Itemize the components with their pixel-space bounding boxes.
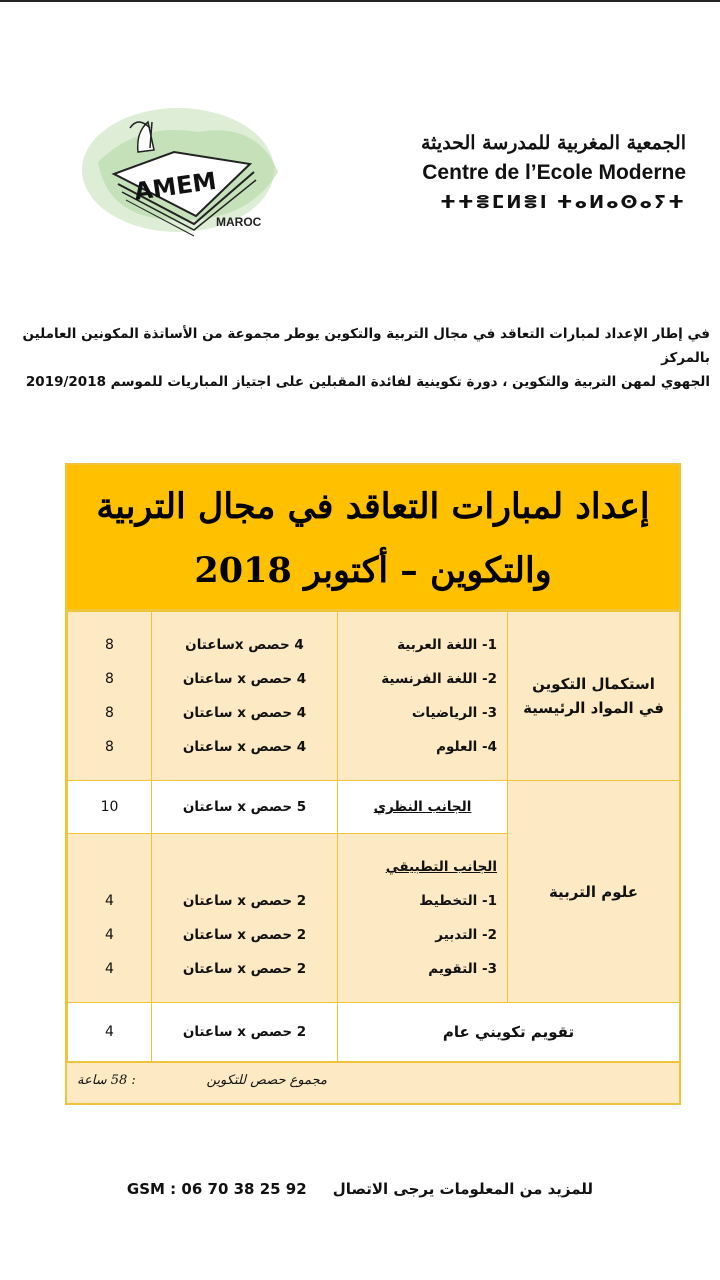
session-item: 2 حصص x ساعتان [182, 961, 307, 977]
practice-sessions-list [152, 834, 338, 1003]
subject-item: 2- اللغة الفرنسية [381, 671, 497, 687]
total-label: مجموع حصص للتكوين [206, 1073, 327, 1088]
practice-subjects-list [338, 834, 508, 1003]
organization-name [356, 128, 686, 218]
subject-item: 4- العلوم [436, 739, 497, 755]
section-education-theory [68, 781, 680, 834]
hours-item: 8 [105, 739, 114, 755]
theory-subject-cell [338, 781, 508, 834]
org-name-tifinagh: ⵜⵜⴻⵎⵍⴻⵏ ⵜⴰⵍⴰⵙⴰⵢⵜ [440, 192, 686, 213]
subject-item: 3- التقويم [428, 961, 497, 977]
program-table [65, 463, 681, 1105]
amem-logo [78, 92, 292, 238]
subject-item: 1- اللغة العربية [397, 637, 497, 653]
session-item: 2 حصص x ساعتان [182, 1024, 307, 1040]
logo-country-text: MAROC [216, 215, 262, 229]
program-title [67, 465, 679, 611]
category-general-assessment: تقويم تكويني عام [338, 1003, 680, 1062]
subject-item: 1- التخطيط [419, 893, 497, 909]
hours-item: 10 [100, 799, 119, 815]
session-item: 2 حصص x ساعتان [182, 927, 307, 943]
program-title-line-1: إعداد لمبارات التعاقد في مجال التربية [96, 486, 650, 527]
category-core-subjects: استكمال التكوين في المواد الرئيسية [508, 612, 680, 781]
section-core-subjects [68, 612, 680, 781]
hours-item: 8 [105, 637, 114, 653]
assessment-sessions-cell [152, 1003, 338, 1062]
practice-hours-list [68, 834, 152, 1003]
session-item: 4 حصص xساعتان [185, 637, 304, 653]
hours-item: 4 [105, 927, 114, 943]
top-border-line [0, 0, 720, 2]
hours-item: 8 [105, 705, 114, 721]
core-sessions-list [152, 612, 338, 781]
theory-label: الجانب النظري [373, 799, 472, 815]
session-item: 4 حصص x ساعتان [182, 705, 307, 721]
total-value: : 58 ساعة [77, 1073, 136, 1088]
category-education-sciences: علوم التربية [508, 781, 680, 1003]
core-hours-list [68, 612, 152, 781]
hours-item: 4 [105, 1024, 114, 1040]
session-item: 4 حصص x ساعتان [182, 671, 307, 687]
theory-sessions-cell [152, 781, 338, 834]
intro-paragraph [14, 322, 710, 394]
subject-item: 3- الرياضيات [411, 705, 497, 721]
session-item: 4 حصص x ساعتان [182, 739, 307, 755]
contact-phone: GSM : 06 70 38 25 92 [126, 1180, 307, 1198]
book-logo-icon [78, 92, 292, 238]
hours-item: 8 [105, 671, 114, 687]
subject-item: 2- التدبير [435, 927, 497, 943]
session-item: 5 حصص x ساعتان [182, 799, 307, 815]
practice-label: الجانب التطبيقي [385, 859, 497, 875]
session-item: 2 حصص x ساعتان [182, 893, 307, 909]
section-general-assessment [68, 1003, 680, 1062]
org-name-french: Centre de l’Ecole Moderne [422, 161, 686, 184]
hours-item: 4 [105, 961, 114, 977]
theory-hours-cell [68, 781, 152, 834]
program-title-line-2: والتكوين – أكتوبر 2018 [194, 550, 552, 591]
intro-line-2: الجهوي لمهن التربية والتكوين ، دورة تكوينية لفائدة المقبلين على اجتياز المباريات للموسم 2019/2018 [25, 374, 710, 390]
assessment-hours-cell [68, 1003, 152, 1062]
logo-brand-text: AMEM [132, 166, 219, 206]
hours-item: 4 [105, 893, 114, 909]
program-grid [67, 611, 680, 1062]
org-name-arabic: الجمعية المغربية للمدرسة الحديثة [421, 132, 686, 154]
core-subjects-list [338, 612, 508, 781]
total-hours-row [67, 1062, 679, 1103]
contact-label: للمزيد من المعلومات يرجى الاتصال [332, 1180, 594, 1198]
contact-line [0, 1180, 720, 1198]
intro-line-1: في إطار الإعداد لمبارات التعاقد في مجال التربية والتكوين يوطر مجموعة من الأساتذة المكونين العاملين بالمركز [22, 326, 710, 366]
